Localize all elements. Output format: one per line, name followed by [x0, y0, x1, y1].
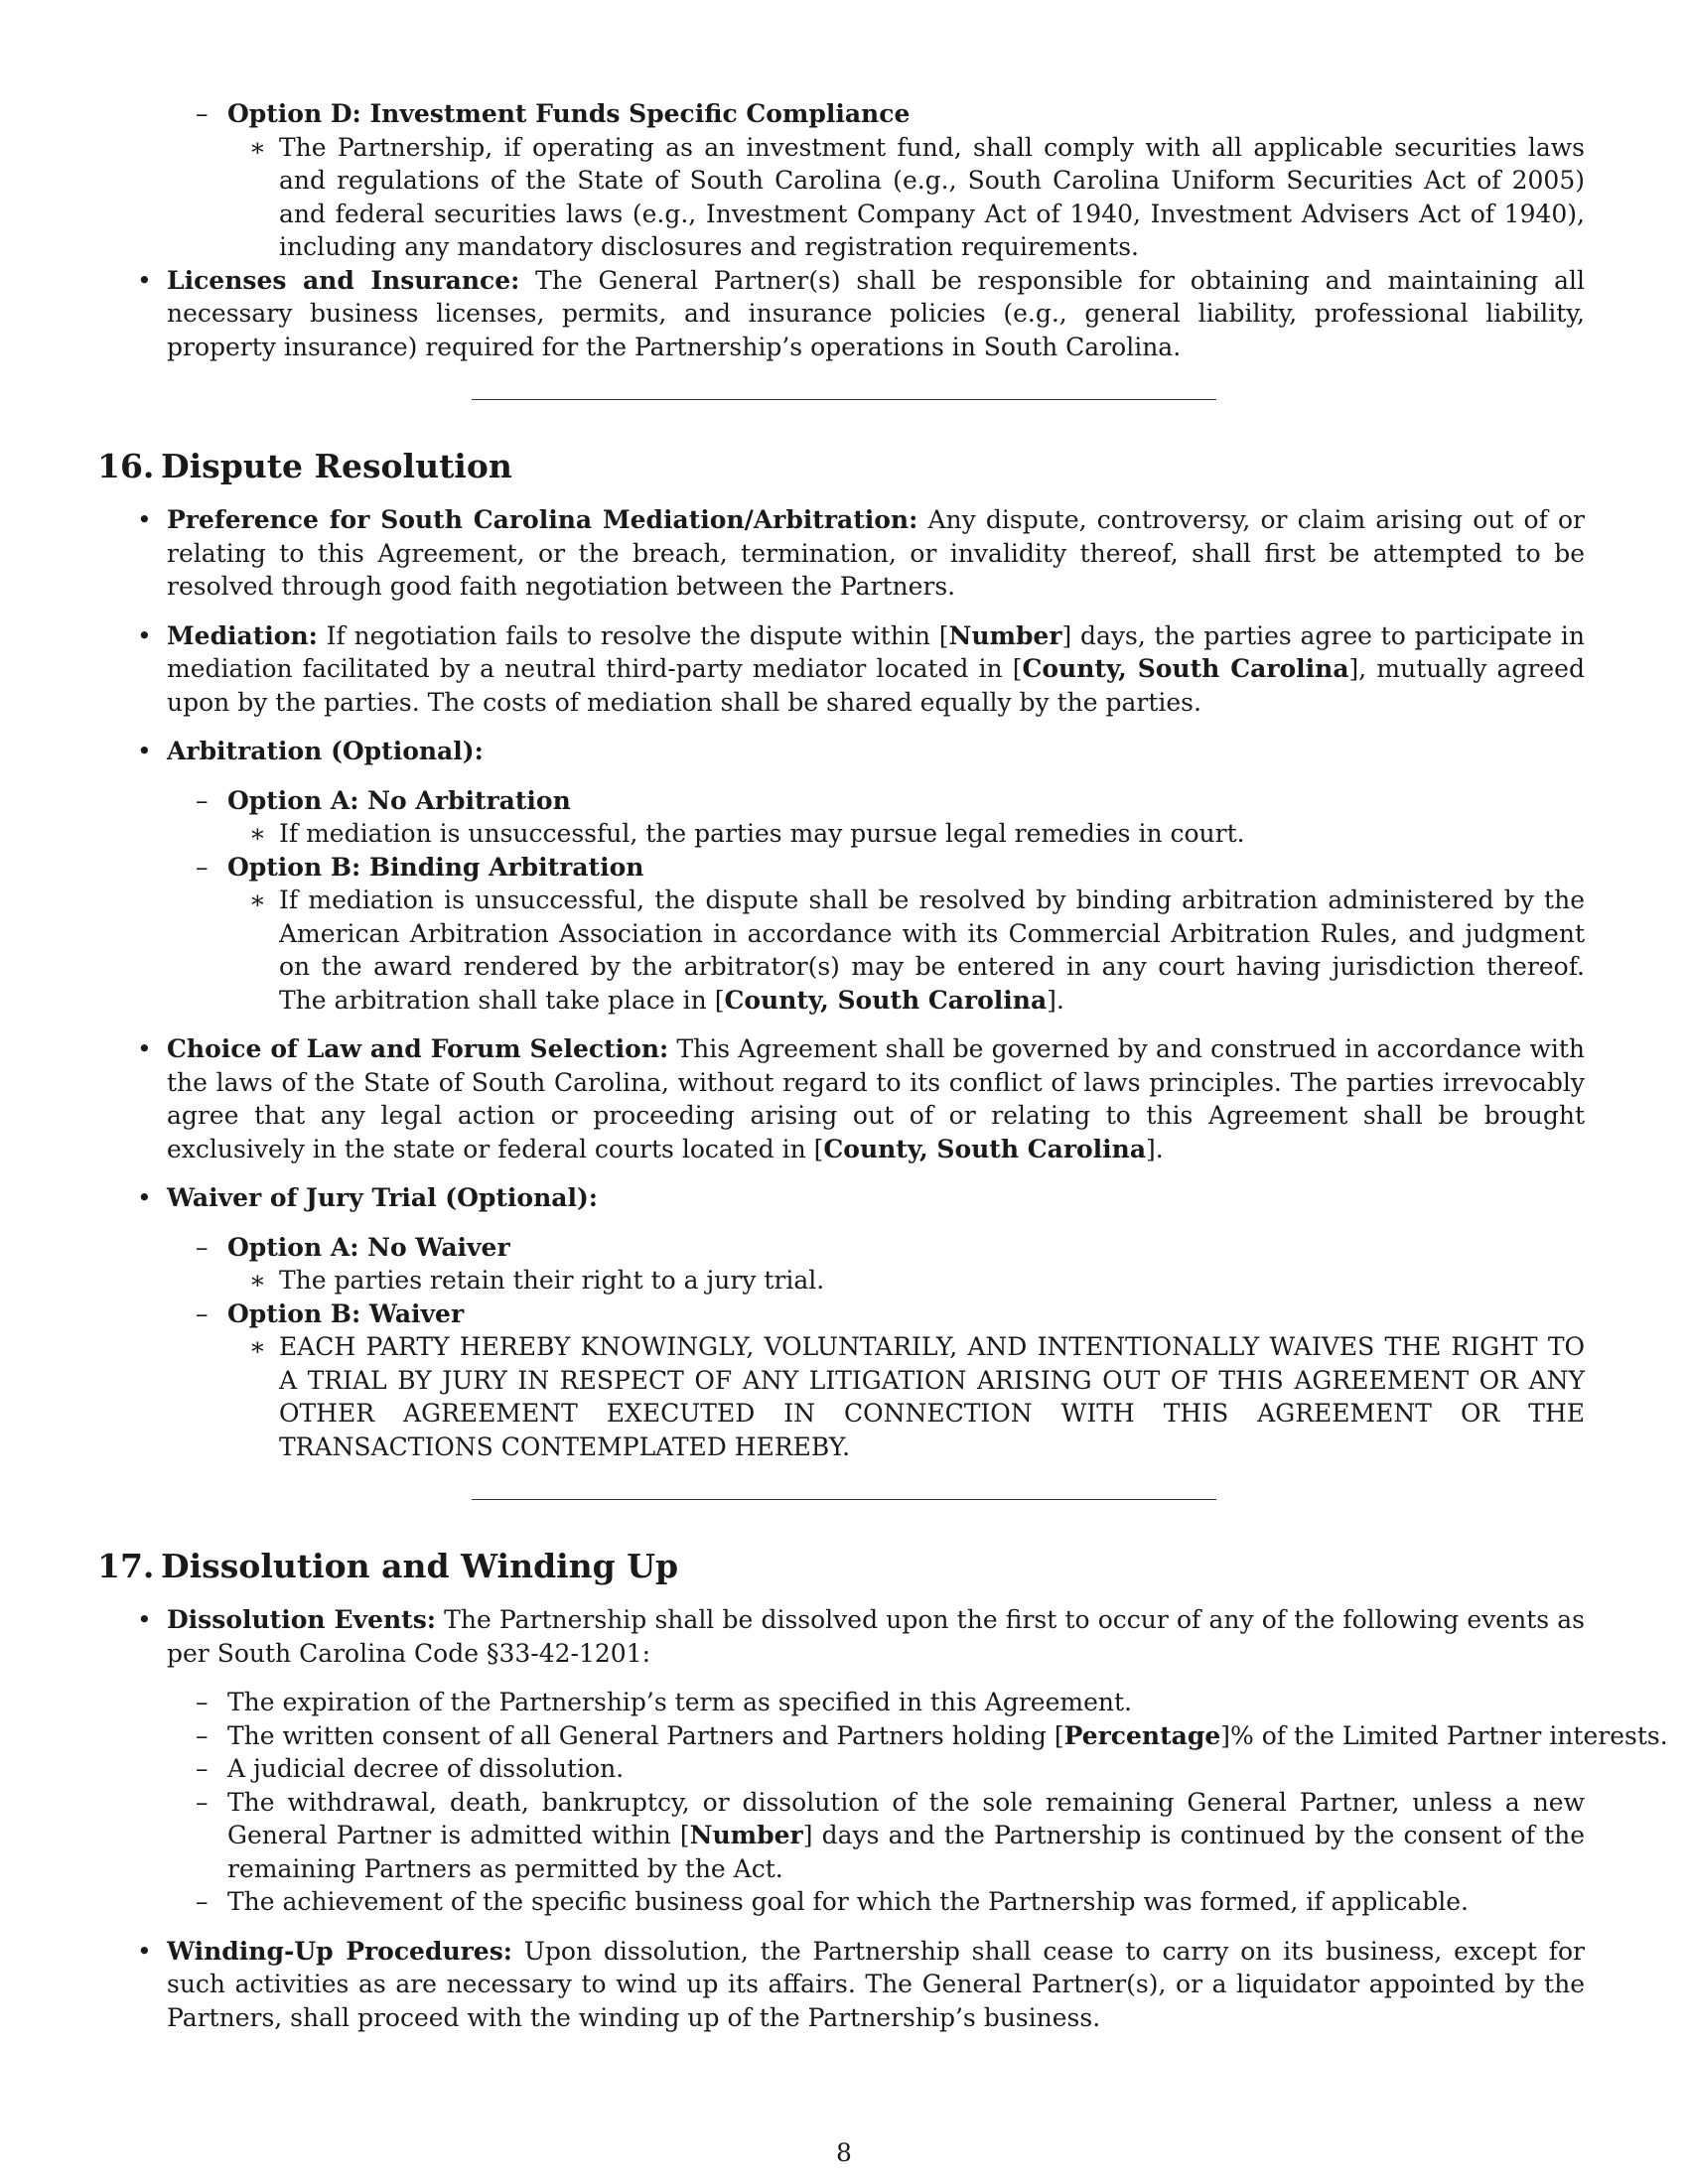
bullet-marker: • [137, 1936, 152, 1966]
dissolution-event [196, 1719, 1668, 1753]
jury-option-a-text: The parties retain their right to a jury trial. [279, 1266, 825, 1295]
winding-up-text: Upon dissolution, the Partnership shall cease to carry on its business, except for such activities as are necessary to wind up its affairs. The General Partner(s), or a liquidator appointed by the Partners, shall proceed with the winding up of the Partnership’s business. [167, 1936, 1585, 2032]
jury-option-a-label: Option A: No Waiver [227, 1232, 510, 1262]
option-d-detail [249, 131, 1585, 264]
preference-item [137, 503, 1585, 604]
choice-of-law-item [137, 1032, 1585, 1165]
dash-marker: – [196, 852, 209, 882]
section-divider [472, 399, 1216, 400]
jury-option-b-detail [249, 1330, 1585, 1463]
dissolution-event [196, 1885, 1585, 1919]
dissolution-event [196, 1786, 1585, 1886]
dash-marker: – [196, 1787, 209, 1817]
star-marker: ∗ [249, 1266, 266, 1295]
bullet-marker: • [137, 505, 152, 534]
arbitration-option-b-text-1: If mediation is unsuccessful, the dispute shall be resolved by binding arbitration administered by the American Arbitration Association in accordance with its Commercial Arbitration Rules, and judgment on the award rendered by the arbitrator(s) may be entered in any court having jurisdiction thereof. The arbitration shall take place in [ [279, 886, 1585, 1015]
arbitration-option-a [196, 784, 1585, 818]
star-marker: ∗ [249, 1332, 266, 1361]
section-16-title: Dispute Resolution [161, 447, 512, 485]
dissolution-event [196, 1752, 1585, 1786]
dissolution-placeholder-percentage: Percentage [1063, 1720, 1221, 1750]
dash-marker: – [196, 1298, 209, 1328]
dash-marker: – [196, 1887, 209, 1916]
arbitration-label: Arbitration (Optional): [167, 737, 484, 765]
option-d-text: The Partnership, if operating as an investment fund, shall comply with all applicable securities laws and regulations of the State of South Carolina (e.g., South Carolina Uniform Securities Act of 2005) and federal securities laws (e.g., Investment Company Act of 1940, Investment Advisers Act of 1940), including any mandatory disclosures and registration requirements. [279, 132, 1585, 261]
choice-of-law-label: Choice of Law and Forum Selection: [167, 1034, 669, 1063]
dissolution-event-text: The achievement of the specific business goal for which the Partnership was formed, if applicable. [227, 1887, 1469, 1916]
bullet-marker: • [137, 265, 152, 295]
option-d-label: Option D: Investment Funds Specific Compliance [227, 99, 911, 128]
dash-marker: – [196, 1232, 209, 1262]
dissolution-placeholder-number: Number [689, 1821, 803, 1849]
dissolution-event-text: The expiration of the Partnership’s term as specified in this Agreement. [227, 1688, 1132, 1716]
mediation-label: Mediation: [167, 620, 318, 650]
arbitration-option-b-detail [249, 884, 1585, 1017]
dissolution-event-text-2: ] days and the Partnership is continued by the consent of the remaining Partners as permitted by the Act. [227, 1821, 1585, 1883]
dissolution-events-text: The Partnership shall be dissolved upon the first to occur of any of the following events as per South Carolina Code §33-42-1201: [167, 1605, 1585, 1668]
arbitration-option-a-label: Option A: No Arbitration [227, 785, 571, 815]
licenses-label: Licenses and Insurance: [167, 265, 520, 295]
arbitration-placeholder-county: County, South Carolina [724, 985, 1048, 1015]
arbitration-option-a-detail [249, 817, 1585, 851]
bullet-marker: • [137, 1034, 152, 1063]
dash-marker: – [196, 99, 209, 128]
choice-of-law-text-2: ]. [1146, 1134, 1164, 1163]
star-marker: ∗ [249, 886, 266, 914]
mediation-placeholder-number: Number [948, 620, 1062, 650]
jury-waiver-item [137, 1181, 1585, 1215]
dash-marker: – [196, 785, 209, 815]
page-number: 8 [836, 2138, 852, 2167]
dissolution-event-text-1: The written consent of all General Partners and Partners holding [ [227, 1720, 1064, 1750]
choice-of-law-placeholder-county: County, South Carolina [823, 1134, 1147, 1163]
dissolution-events-item [137, 1603, 1585, 1670]
arbitration-option-b [196, 851, 1585, 885]
jury-option-b [196, 1297, 1585, 1331]
choice-of-law-text-1: This Agreement shall be governed by and construed in accordance with the laws of the State of South Carolina, without regard to its conflict of laws principles. The parties irrevocably agree that any legal action or proceeding arising out of or relating to this Agreement shall be brought exclusively in the state or federal courts located in [ [167, 1034, 1585, 1163]
arbitration-option-b-label: Option B: Binding Arbitration [227, 852, 644, 882]
option-d-item [196, 97, 1585, 131]
licenses-text: The General Partner(s) shall be responsible for obtaining and maintaining all necessary business licenses, permits, and insurance policies (e.g., general liability, professional liability, property insurance) required for the Partnership’s operations in South Carolina. [167, 265, 1585, 361]
star-marker: ∗ [249, 132, 266, 162]
jury-option-a-detail [249, 1264, 1585, 1297]
section-16-heading [97, 447, 1585, 486]
section-17-heading [97, 1547, 1585, 1586]
mediation-text-3: ], mutually agreed upon by the parties. The costs of mediation shall be shared equally by the parties. [167, 654, 1585, 717]
page-content [97, 97, 1668, 2034]
dissolution-event-text-2: ]% of the Limited Partner interests. [1220, 1720, 1668, 1750]
dash-marker: – [196, 1688, 209, 1716]
dissolution-event-text: A judicial decree of dissolution. [227, 1754, 625, 1783]
dissolution-event [196, 1686, 1585, 1719]
mediation-placeholder-county: County, South Carolina [1022, 654, 1349, 683]
arbitration-option-a-text: If mediation is unsuccessful, the parties may pursue legal remedies in court. [279, 819, 1245, 848]
dash-marker: – [196, 1720, 209, 1750]
jury-option-b-label: Option B: Waiver [227, 1298, 465, 1328]
section-17-title: Dissolution and Winding Up [161, 1547, 679, 1585]
licenses-item [137, 264, 1585, 364]
section-16-number: 16. [97, 447, 155, 485]
jury-option-a [196, 1231, 1585, 1265]
winding-up-item [137, 1935, 1585, 2035]
bullet-marker: • [137, 1605, 152, 1634]
arbitration-option-b-text-2: ]. [1047, 985, 1064, 1015]
mediation-text-1: If negotiation fails to resolve the dispute within [ [317, 620, 949, 650]
mediation-text-2: ] days, the parties agree to participate in mediation facilitated by a neutral third-party mediator located in [ [167, 620, 1585, 683]
arbitration-item [137, 735, 1585, 768]
mediation-item [137, 619, 1585, 720]
dash-marker: – [196, 1754, 209, 1783]
bullet-marker: • [137, 737, 152, 765]
section-17-number: 17. [97, 1547, 155, 1585]
star-marker: ∗ [249, 819, 266, 848]
jury-option-b-text: EACH PARTY HEREBY KNOWINGLY, VOLUNTARILY, AND INTENTIONALLY WAIVES THE RIGHT TO A TRIAL BY JURY IN RESPECT OF ANY LITIGATION ARISING OUT OF THIS AGREEMENT OR ANY OTHER AGREEMENT EXECUTED IN CONNECTION WITH THIS AGREEMENT OR THE TRANSACTIONS CONTEMPLATED HEREBY. [279, 1332, 1585, 1461]
jury-waiver-label: Waiver of Jury Trial (Optional): [167, 1183, 599, 1212]
bullet-marker: • [137, 1183, 152, 1212]
bullet-marker: • [137, 620, 152, 650]
winding-up-label: Winding-Up Procedures: [167, 1936, 513, 1966]
preference-label: Preference for South Carolina Mediation/Arbitration: [167, 505, 918, 534]
preference-text: Any dispute, controversy, or claim arising out of or relating to this Agreement, or the breach, termination, or invalidity thereof, shall first be attempted to be resolved through good faith negotiation between the Partners. [167, 505, 1585, 601]
section-divider [472, 1499, 1216, 1500]
dissolution-event-text-1: The withdrawal, death, bankruptcy, or dissolution of the sole remaining General Partner, unless a new General Partner is admitted within [ [227, 1787, 1585, 1849]
dissolution-events-label: Dissolution Events: [167, 1605, 437, 1634]
